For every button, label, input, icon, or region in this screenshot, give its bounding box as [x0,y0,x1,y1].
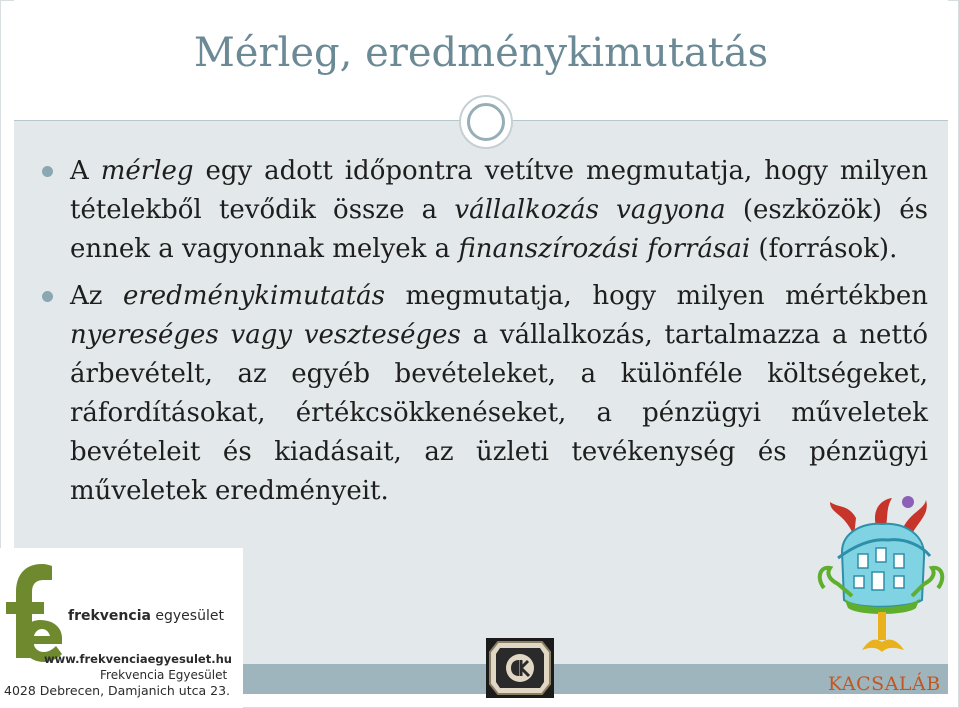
bullet-dot-icon [42,166,53,177]
frekvencia-brand: frekvencia egyesület [68,608,224,624]
emphasized-text: vállalkozás vagyona [454,195,726,225]
frekvencia-website: www.frekvenciaegyesulet.hu [44,652,232,666]
bullet-item-eredmenykimutatas [40,277,928,511]
dk-emblem-icon [486,638,554,698]
emphasized-text: mérleg [100,156,194,186]
frekvencia-address: 4028 Debrecen, Damjanich utca 23. [4,683,230,698]
emphasized-text: nyereséges vagy veszteséges [70,320,461,350]
body-text: (eszközök) és ennek a vagyonnak melyek a [70,195,928,264]
body-text: a vállalkozás, tartalmazza a nettó árbevételt, az egyéb bevételeket, a különféle költségeket, ráfordításokat, értékcsökkenéseket, a pénzügyi műveletek bevételeit és kiadásait, az üzleti tevékenység és pénzügyi műveletek eredményeit. [70,320,928,506]
kacsalab-wordmark: KACSALÁB [828,673,941,695]
emphasized-text: finanszírozási forrásai [458,234,751,264]
kacsalab-castle-icon [814,492,948,668]
body-text: A [70,156,101,186]
body-text: egy adott időpontra vetítve megmutatja, hogy milyen tételekből tevődik össze a [70,156,928,225]
frekvencia-org-name: Frekvencia Egyesület [100,668,228,682]
emphasized-text: eredménykimutatás [122,281,386,311]
bullet-dot-icon [42,291,53,302]
circle-ornament-icon [459,95,513,149]
bullet-item-merleg [40,152,928,269]
frekvencia-fe-icon [2,558,66,666]
frekvencia-logo [0,548,243,708]
body-text: (források). [750,234,898,264]
body-text: Az [70,281,123,311]
body-text: megmutatja, hogy milyen mértékben [385,281,928,311]
bullet-list [40,152,928,511]
slide-title: Mérleg, eredménykimutatás [193,30,769,76]
